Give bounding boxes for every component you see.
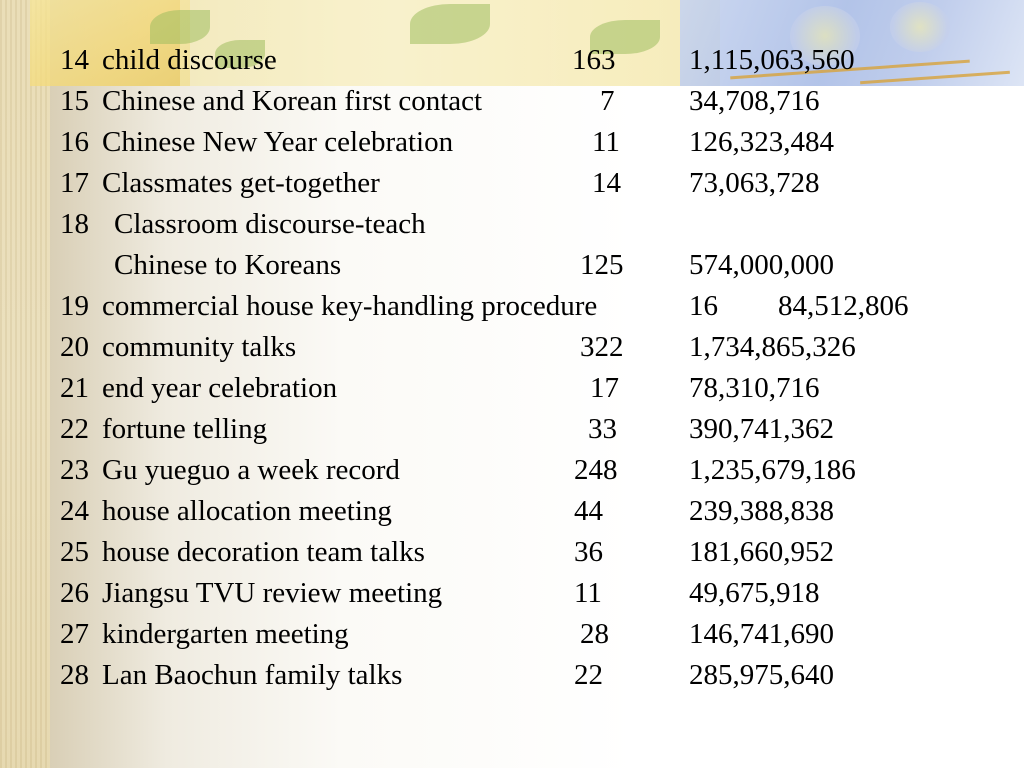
row-title: community talks [102, 331, 297, 363]
row-number: 26 [60, 577, 89, 609]
row-title: Classmates get-together [102, 167, 380, 199]
row-number: 20 [60, 331, 89, 363]
row-count: 36 [574, 536, 603, 568]
row-title: Lan Baochun family talks [102, 659, 403, 691]
row-number: 14 [60, 44, 89, 76]
row-title: Chinese to Koreans [114, 249, 342, 281]
row-title: kindergarten meeting [102, 618, 349, 650]
list-item [60, 368, 1000, 409]
list-item [60, 573, 1000, 614]
list-item [60, 204, 1000, 245]
row-count: 28 [580, 618, 609, 650]
list-item [60, 245, 1000, 286]
list-item [60, 409, 1000, 450]
row-number: 16 [60, 126, 89, 158]
list-item [60, 491, 1000, 532]
row-size: 390,741,362 [689, 413, 834, 445]
list-item [60, 450, 1000, 491]
row-size: 285,975,640 [689, 659, 834, 691]
row-count: 125 [580, 249, 624, 281]
row-count: 16 [689, 290, 718, 322]
row-count: 22 [574, 659, 603, 691]
row-title: Jiangsu TVU review meeting [102, 577, 443, 609]
row-number: 15 [60, 85, 89, 117]
row-size: 146,741,690 [689, 618, 834, 650]
row-number: 21 [60, 372, 89, 404]
row-size: 1,734,865,326 [689, 331, 856, 363]
list-item [60, 122, 1000, 163]
row-number: 17 [60, 167, 89, 199]
row-size: 1,115,063,560 [689, 44, 855, 76]
list-item [60, 81, 1000, 122]
row-title: house decoration team talks [102, 536, 425, 568]
leaf-decoration [410, 4, 490, 44]
row-title: Chinese New Year celebration [102, 126, 454, 158]
row-number: 27 [60, 618, 89, 650]
row-count: 322 [580, 331, 624, 363]
list-item [60, 286, 1000, 327]
row-title: house allocation meeting [102, 495, 392, 527]
row-count: 14 [592, 167, 621, 199]
row-count: 7 [600, 85, 615, 117]
list-item [60, 614, 1000, 655]
row-title: Gu yueguo a week record [102, 454, 400, 486]
list-item [60, 532, 1000, 573]
list-item [60, 40, 1000, 81]
list-item [60, 163, 1000, 204]
row-size: 574,000,000 [689, 249, 834, 281]
row-title: end year celebration [102, 372, 338, 404]
row-title: Chinese and Korean first contact [102, 85, 483, 117]
leaf-decoration [150, 10, 210, 44]
row-size: 126,323,484 [689, 126, 834, 158]
row-number: 19 [60, 290, 89, 322]
row-size: 239,388,838 [689, 495, 834, 527]
row-count: 11 [592, 126, 620, 158]
row-count: 11 [574, 577, 602, 609]
list-item [60, 327, 1000, 368]
row-title: commercial house key-handling procedure [102, 290, 598, 322]
row-count: 44 [574, 495, 603, 527]
row-size: 84,512,806 [778, 290, 909, 322]
row-size: 181,660,952 [689, 536, 834, 568]
list-item [60, 655, 1000, 696]
row-size: 73,063,728 [689, 167, 820, 199]
row-size: 34,708,716 [689, 85, 820, 117]
corpus-listing [60, 40, 1000, 696]
row-count: 248 [574, 454, 618, 486]
row-count: 33 [588, 413, 617, 445]
row-number: 23 [60, 454, 89, 486]
row-title: child discourse [102, 44, 277, 76]
row-number: 28 [60, 659, 89, 691]
row-size: 78,310,716 [689, 372, 820, 404]
row-title: Classroom discourse-teach [114, 208, 426, 240]
row-count: 163 [572, 44, 616, 76]
row-count: 17 [590, 372, 619, 404]
row-size: 1,235,679,186 [689, 454, 856, 486]
row-size: 49,675,918 [689, 577, 820, 609]
row-number: 22 [60, 413, 89, 445]
row-title: fortune telling [102, 413, 268, 445]
row-number: 24 [60, 495, 89, 527]
row-number: 25 [60, 536, 89, 568]
row-number: 18 [60, 208, 89, 240]
